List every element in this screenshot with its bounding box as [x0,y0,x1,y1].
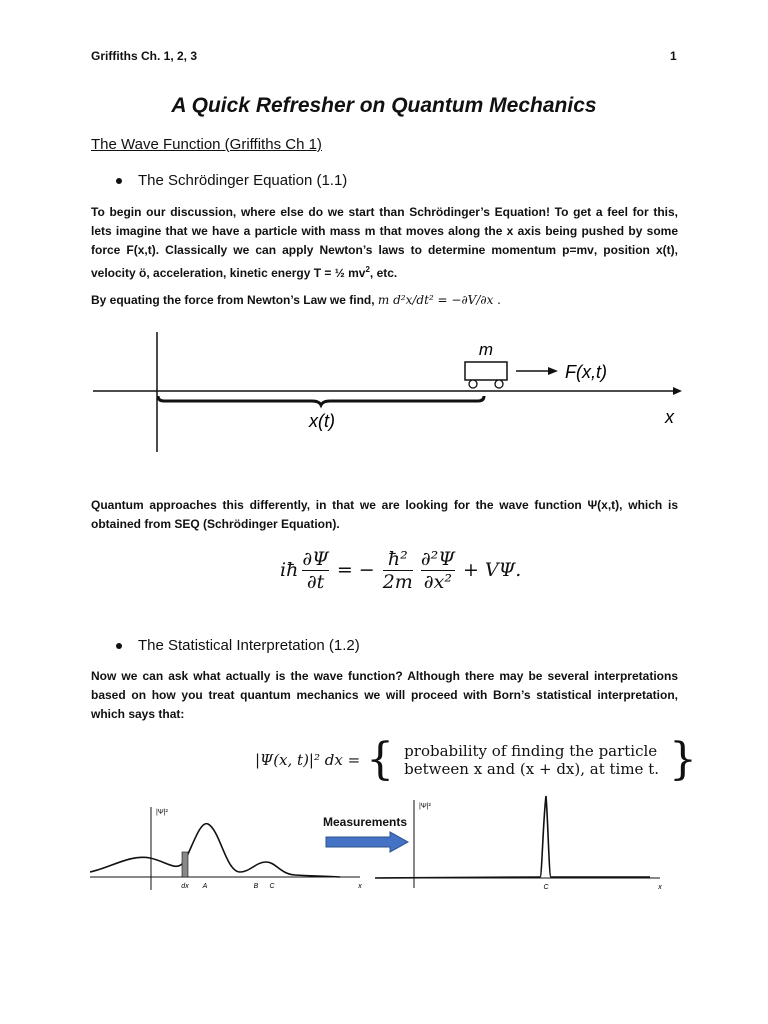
delta-peak-curve [375,796,650,878]
bullet-dot [116,178,122,184]
tick-label-c: C [269,883,275,890]
text-run: . Classically we can apply Newton’s laws to determine momentum [155,243,563,257]
eq-num: ħ² [387,547,408,570]
eq-fraction [302,548,329,593]
document-title: A Quick Refresher on Quantum Mechanics [171,94,597,117]
text-run: that moves along the x axis being pushed by some force [91,224,678,257]
eq-fraction [421,548,455,593]
text-run: , velocity ö, acceleration, kinetic energy [91,243,678,280]
dx-shaded-strip [182,852,188,877]
right-brace: } [669,734,697,785]
mass-label: m [478,340,494,359]
measurements-label: Measurements [323,815,408,829]
eq-term: iħ [280,559,299,581]
text-run: To begin our discussion, where else do we start than Schrödinger’s Equation! To get a feel for this, lets imagine that we have a particle with mass [91,205,678,238]
eq-den: 2m [382,570,413,593]
section-heading: The Wave Function (Griffiths Ch 1) [91,136,322,153]
y-axis-label: |Ψ|² [419,803,431,810]
text-run: x(t) [655,243,675,257]
position-label: x(t) [309,411,335,431]
tick-label-b: B [253,883,259,890]
probability-curve [90,824,340,877]
born-lhs: |Ψ(x, t)|² dx = [255,751,361,769]
cart-body [465,362,507,380]
running-header: Griffiths Ch. 1, 2, 3 [91,49,198,63]
collapsed-wavefunction-plot [370,790,670,894]
x-axis-arrow [673,387,682,395]
eq-num: ∂²Ψ [420,547,455,570]
quantum-paragraph: Quantum approaches this differently, in that we are looking for the wave function Ψ(x,t), which is obtained from SEQ (Schrödinger Equation). [91,498,678,531]
text-run: , etc. [369,266,398,280]
tick-label-c: C [543,884,549,891]
position-brace [158,396,484,405]
text-run: By equating the force from Newton’s Law we find, [91,293,378,307]
newton-equation: m d²x/dt² = −∂V/∂x . [377,293,501,307]
text-run: m [364,224,376,238]
text-run: F(x,t) [126,243,156,257]
bullet-schrodinger [116,172,347,189]
cart-wheel [495,380,503,388]
eq-den: ∂t [302,570,329,593]
page-number: 1 [670,49,677,63]
tick-label-a: A [202,883,208,890]
bullet-label: The Schrödinger Equation (1.1) [138,172,348,189]
eq-num: ∂Ψ [302,547,329,570]
newton-paragraph [91,291,678,310]
left-brace: { [366,734,395,785]
intro-paragraph [91,203,678,283]
text-run: 2 [365,265,370,274]
born-rule-equation [255,736,697,784]
y-axis-label: |Ψ|² [156,809,168,816]
cart-diagram [90,330,690,455]
born-rhs [404,742,659,778]
bullet-statistical [116,637,360,654]
text-run: , position [593,243,656,257]
eq-den: ∂x² [421,570,455,593]
eq-term: + VΨ. [462,559,522,581]
schrodinger-equation [280,540,521,600]
bullet-label: The Statistical Interpretation (1.2) [138,637,360,654]
x-axis-label: x [358,883,362,890]
born-line: probability of finding the particle [404,742,658,760]
text-run: p=mv [562,243,594,257]
bullet-dot [116,643,122,649]
force-label: F(x,t) [565,362,607,382]
x-axis-label: x [658,884,662,891]
axis-label: x [665,407,674,427]
cart-wheel [469,380,477,388]
eq-term: = − [336,559,375,581]
eq-fraction [383,548,413,593]
born-line: between x and (x + dx), at time t. [404,760,659,778]
force-arrowhead [548,367,558,375]
statistical-paragraph: Now we can ask what actually is the wave function? Although there may be several interpretations based on how you treat quantum mechanics we will proceed with Born’s statistical interpretation, which says that: [91,669,678,721]
text-run: T = ½ mv [313,266,366,280]
tick-label-dx: dx [181,883,189,890]
